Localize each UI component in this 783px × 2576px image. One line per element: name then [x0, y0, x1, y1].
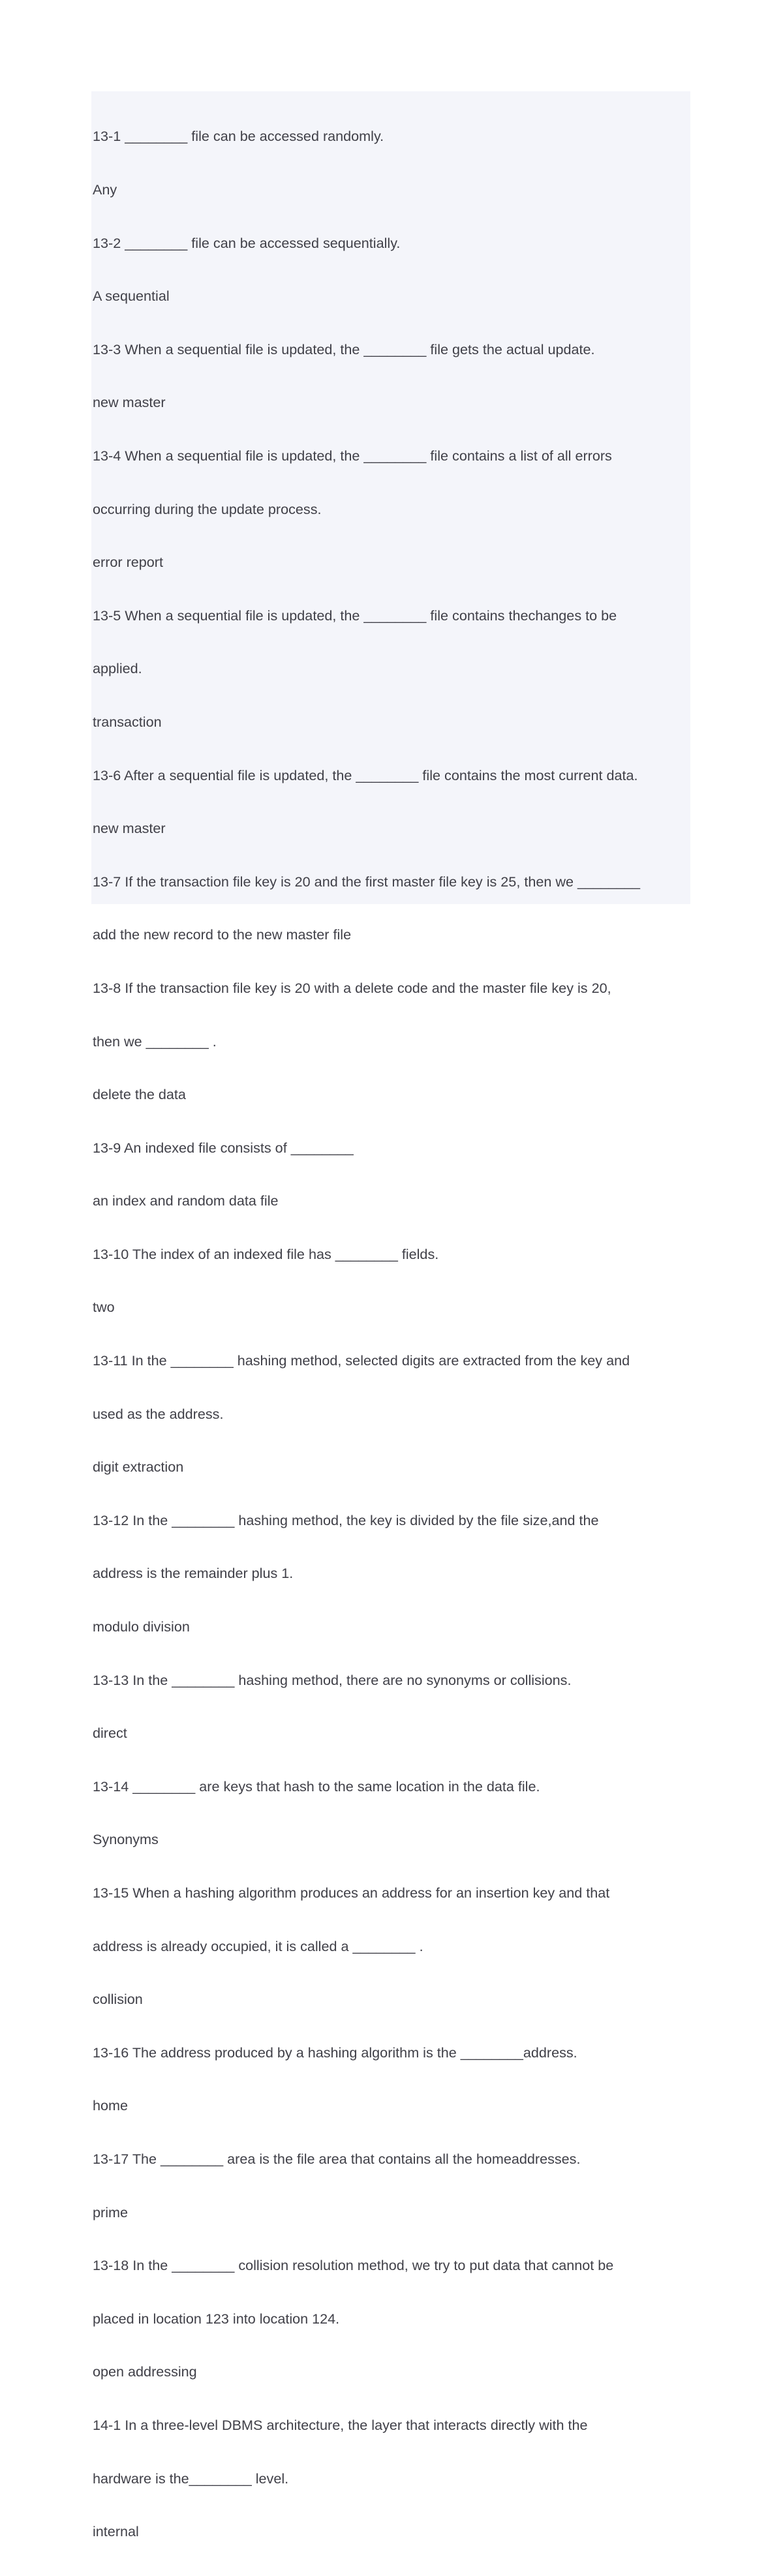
question-line: 13-4 When a sequential file is updated, the ________ file contains a list of all errors [93, 447, 612, 464]
question-line: 14-1 In a three-level DBMS architecture, the layer that interacts directly with the [93, 2416, 588, 2433]
question-line: 13-15 When a hashing algorithm produces an address for an insertion key and that [93, 1885, 610, 1901]
question-line: 13-1 ________ file can be accessed randomly. [93, 128, 384, 145]
quiz-content-box [91, 91, 690, 2540]
question-line: 13-17 The ________ area is the file area that contains all the homeaddresses. [93, 2150, 581, 2167]
answer-line: add the new record to the new master file [93, 926, 352, 943]
question-line: hardware is the________ level. [93, 2470, 289, 2487]
question-line: address is the remainder plus 1. [93, 1565, 294, 1582]
question-line: used as the address. [93, 1405, 224, 1422]
question-line: 13-13 In the ________ hashing method, there are no synonyms or collisions. [93, 1671, 572, 1688]
question-line: 13-6 After a sequential file is updated, the ________ file contains the most current data. [93, 766, 638, 783]
answer-line: two [93, 1299, 115, 1316]
answer-line: delete the data [93, 1086, 186, 1103]
question-line: occurring during the update process. [93, 500, 322, 517]
question-line: applied. [93, 660, 142, 677]
question-line: 13-11 In the ________ hashing method, selected digits are extracted from the key and [93, 1352, 630, 1369]
question-line: placed in location 123 into location 124. [93, 2310, 340, 2327]
question-line: 13-10 The index of an indexed file has ________ fields. [93, 1245, 439, 1262]
answer-line: internal [93, 2523, 139, 2540]
question-line: 13-2 ________ file can be accessed sequentially. [93, 234, 401, 251]
quiz-text [93, 92, 690, 2576]
answer-line: new master [93, 820, 166, 837]
answer-line: open addressing [93, 2363, 197, 2380]
question-line: 13-7 If the transaction file key is 20 and the first master file key is 25, then we ________ [93, 873, 641, 890]
question-line: 13-12 In the ________ hashing method, the key is divided by the file size,and the [93, 1511, 599, 1528]
answer-line: new master [93, 394, 166, 411]
question-line: 13-3 When a sequential file is updated, the ________ file gets the actual update. [93, 341, 595, 357]
answer-line: Any [93, 181, 117, 198]
answer-line: A sequential [93, 288, 170, 305]
answer-line: home [93, 2097, 129, 2114]
answer-line: transaction [93, 713, 162, 730]
question-line: address is already occupied, it is called a ________ . [93, 1937, 423, 1954]
answer-line: error report [93, 554, 164, 571]
answer-line: an index and random data file [93, 1192, 279, 1209]
question-line: 13-16 The address produced by a hashing algorithm is the ________address. [93, 2044, 577, 2061]
question-line: 13-14 ________ are keys that hash to the same location in the data file. [93, 1778, 540, 1795]
question-line: 13-5 When a sequential file is updated, the ________ file contains thechanges to be [93, 607, 617, 624]
answer-line: modulo division [93, 1618, 190, 1635]
answer-line: direct [93, 1725, 127, 1742]
answer-line: prime [93, 2204, 128, 2220]
question-line: 13-18 In the ________ collision resolution method, we try to put data that cannot be [93, 2257, 614, 2274]
answer-line: collision [93, 1991, 143, 2008]
question-line: 13-9 An indexed file consists of ________ [93, 1139, 354, 1156]
answer-line: digit extraction [93, 1459, 184, 1476]
question-line: then we ________ . [93, 1033, 217, 1050]
answer-line: Synonyms [93, 1831, 159, 1848]
question-line: 13-8 If the transaction file key is 20 with a delete code and the master file key is 20, [93, 979, 611, 996]
